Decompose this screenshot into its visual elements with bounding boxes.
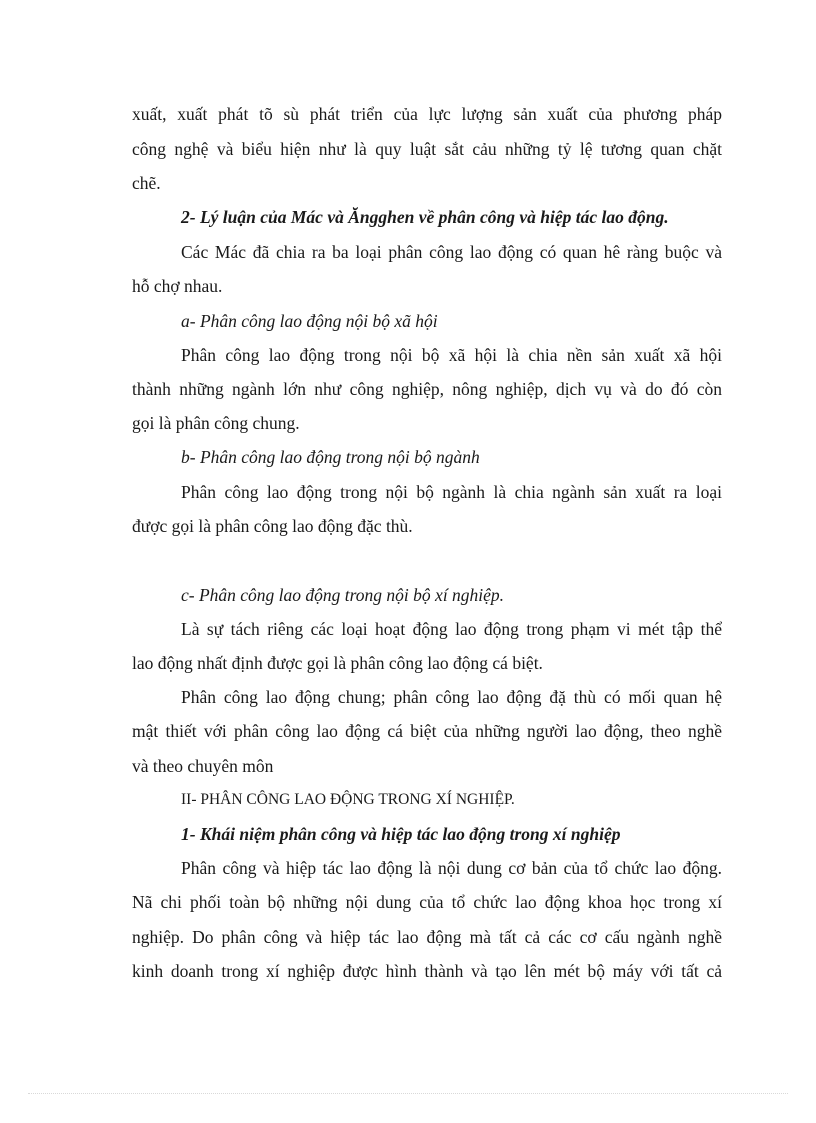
paragraph-line: Phân công lao động chung; phân công lao động đặ thù có mối quan hệ bbox=[181, 687, 722, 707]
paragraph-line: xuất, xuất phát tõ sù phát triển của lực lượng sản xuất của phương pháp bbox=[132, 104, 722, 124]
paragraph-line: nghiệp. Do phân công và hiệp tác lao động mà tất cả các cơ cấu ngành nghề bbox=[132, 927, 722, 947]
paragraph-line: lao động nhất định được gọi là phân công lao động cá biệt. bbox=[132, 653, 543, 673]
paragraph-line: kinh doanh trong xí nghiệp được hình thành và tạo lên mét bộ máy với tất cả bbox=[132, 961, 722, 981]
paragraph-line: gọi là phân công chung. bbox=[132, 413, 300, 433]
section-heading-1: 1- Khái niệm phân công và hiệp tác lao động trong xí nghiệp bbox=[181, 824, 621, 844]
subheading-c: c- Phân công lao động trong nội bộ xí nghiệp. bbox=[181, 585, 505, 605]
paragraph-line: thành những ngành lớn như công nghiệp, nông nghiệp, dịch vụ và do đó còn bbox=[132, 379, 722, 399]
paragraph-line: Là sự tách riêng các loại hoạt động lao động trong phạm vi mét tập thể bbox=[181, 619, 722, 639]
section-heading-2: 2- Lý luận của Mác và Ăngghen về phân công và hiệp tác lao động. bbox=[181, 207, 669, 227]
paragraph-line: Phân công và hiệp tác lao động là nội dung cơ bản của tổ chức lao động. bbox=[181, 858, 722, 878]
paragraph-line: được gọi là phân công lao động đặc thù. bbox=[132, 516, 413, 536]
subheading-b: b- Phân công lao động trong nội bộ ngành bbox=[181, 447, 480, 467]
paragraph-line: Phân công lao động trong nội bộ ngành là chia ngành sản xuất ra loại bbox=[181, 482, 722, 502]
paragraph-line: hỗ chợ nhau. bbox=[132, 276, 223, 296]
paragraph-line: Phân công lao động trong nội bộ xã hội là chia nền sản xuất xã hội bbox=[181, 345, 722, 365]
paragraph-line: Các Mác đã chia ra ba loại phân công lao động có quan hê ràng buộc và bbox=[181, 242, 722, 262]
paragraph-line: Nã chi phối toàn bộ những nội dung của tổ chức lao động khoa học trong xí bbox=[132, 892, 722, 912]
paragraph-line: và theo chuyên môn bbox=[132, 756, 274, 776]
paragraph-line: chẽ. bbox=[132, 173, 161, 193]
paragraph-line: công nghệ và biểu hiện như là quy luật sắt cảu những tỷ lệ tương quan chặt bbox=[132, 139, 722, 159]
page-bottom-divider bbox=[28, 1093, 788, 1094]
section-heading-roman: II- PHÂN CÔNG LAO ĐỘNG TRONG XÍ NGHIỆP. bbox=[181, 791, 515, 808]
paragraph-line: mật thiết với phân công lao động cá biệt của những người lao động, theo nghề bbox=[132, 721, 722, 741]
subheading-a: a- Phân công lao động nội bộ xã hội bbox=[181, 311, 438, 331]
